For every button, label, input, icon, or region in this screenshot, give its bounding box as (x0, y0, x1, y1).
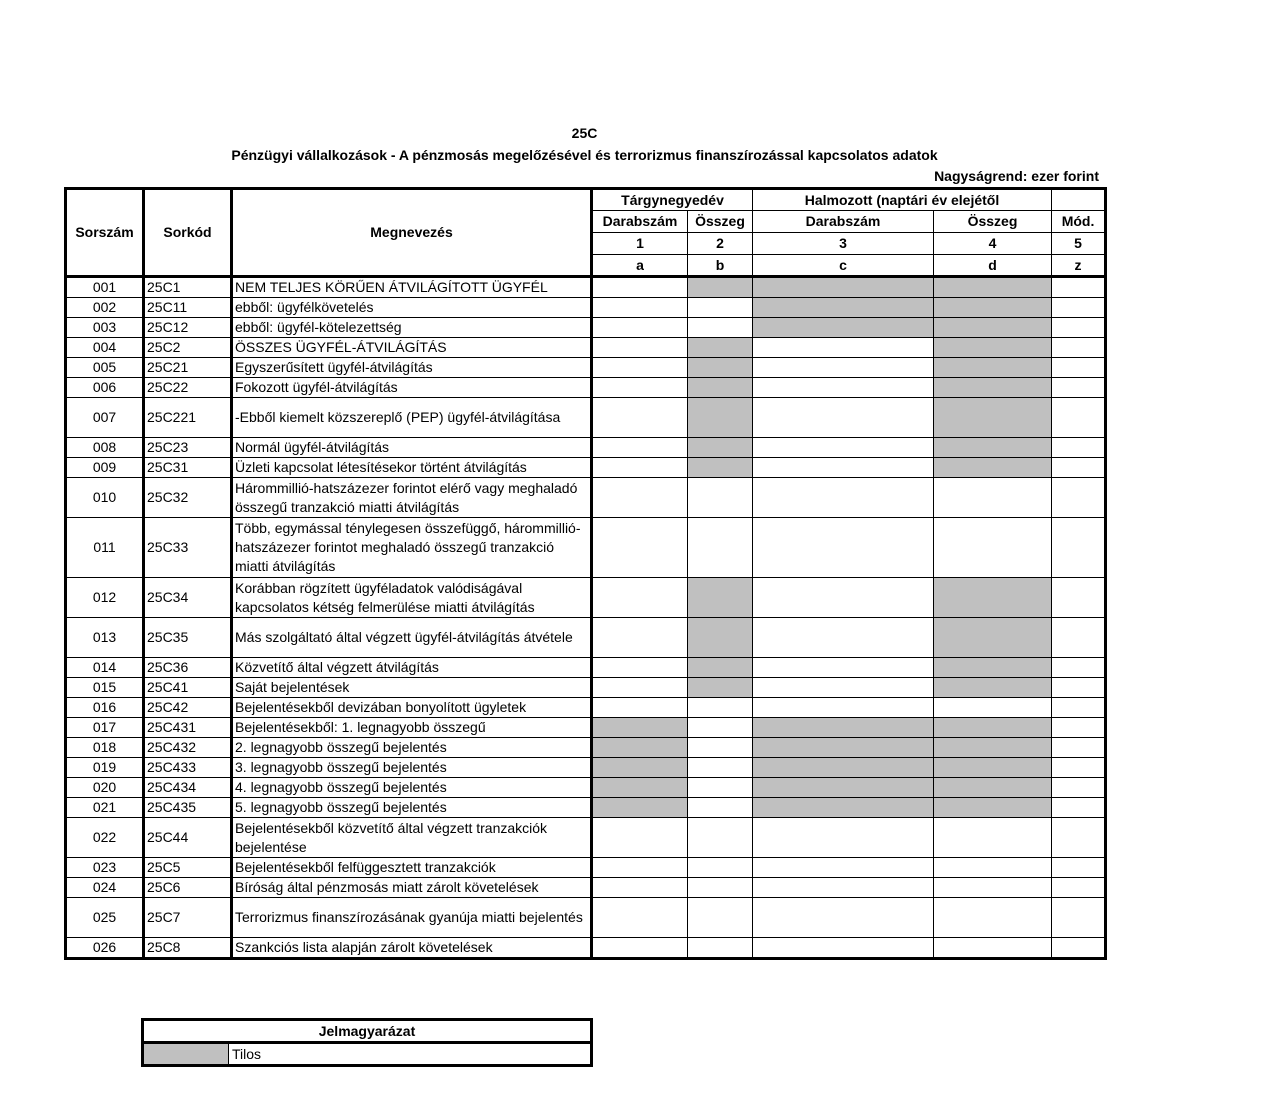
row-megnevezes: Saját bejelentések (232, 678, 592, 698)
row-megnevezes: 2. legnagyobb összegű bejelentés (232, 738, 592, 758)
row-cell-mod[interactable] (1052, 718, 1106, 738)
row-cell-darabszam-2 (753, 718, 934, 738)
header-mod: Mód. (1052, 211, 1106, 233)
row-megnevezes: -Ebből kiemelt közszereplő (PEP) ügyfél-átvilágítása (232, 398, 592, 438)
table-row (66, 698, 1106, 718)
row-sorszam: 014 (66, 658, 144, 678)
row-cell-mod[interactable] (1052, 798, 1106, 818)
row-cell-darabszam-2[interactable] (753, 398, 934, 438)
header-sorkod: Sorkód (144, 189, 232, 277)
header-num-1: 1 (592, 233, 688, 255)
row-cell-darabszam-1[interactable] (592, 518, 688, 578)
row-cell-osszeg-1 (688, 398, 753, 438)
row-cell-osszeg-2 (934, 578, 1052, 618)
row-cell-darabszam-1[interactable] (592, 398, 688, 438)
row-sorkod: 25C8 (144, 938, 232, 959)
row-cell-osszeg-1 (688, 438, 753, 458)
row-cell-mod[interactable] (1052, 658, 1106, 678)
row-cell-darabszam-1[interactable] (592, 277, 688, 298)
row-megnevezes: Bejelentésekből: 1. legnagyobb összegű (232, 718, 592, 738)
row-cell-osszeg-2 (934, 678, 1052, 698)
row-sorszam: 023 (66, 858, 144, 878)
row-cell-darabszam-2[interactable] (753, 358, 934, 378)
header-letter-d: d (934, 255, 1052, 277)
table-row (66, 578, 1106, 618)
row-cell-osszeg-2 (934, 298, 1052, 318)
row-sorkod: 25C32 (144, 478, 232, 518)
row-megnevezes: Fokozott ügyfél-átvilágítás (232, 378, 592, 398)
row-sorkod: 25C435 (144, 798, 232, 818)
row-cell-darabszam-1[interactable] (592, 658, 688, 678)
row-cell-osszeg-1 (688, 338, 753, 358)
row-sorkod: 25C21 (144, 358, 232, 378)
row-cell-osszeg-1[interactable] (688, 798, 753, 818)
row-megnevezes: Korábban rögzített ügyféladatok valódiságával kapcsolatos kétség felmerülése miatti átvilágítás (232, 578, 592, 618)
row-cell-darabszam-2[interactable] (753, 618, 934, 658)
row-cell-darabszam-2 (753, 318, 934, 338)
row-sorszam: 017 (66, 718, 144, 738)
header-osszeg-2: Összeg (934, 211, 1052, 233)
row-cell-darabszam-1[interactable] (592, 698, 688, 718)
row-cell-darabszam-1[interactable] (592, 318, 688, 338)
row-cell-osszeg-1 (688, 658, 753, 678)
row-cell-osszeg-1[interactable] (688, 478, 753, 518)
row-cell-mod[interactable] (1052, 338, 1106, 358)
row-cell-mod[interactable] (1052, 878, 1106, 898)
row-cell-darabszam-2[interactable] (753, 458, 934, 478)
row-sorszam: 016 (66, 698, 144, 718)
row-cell-darabszam-1[interactable] (592, 438, 688, 458)
row-cell-osszeg-2 (934, 438, 1052, 458)
row-sorszam: 011 (66, 518, 144, 578)
row-sorszam: 015 (66, 678, 144, 698)
row-sorszam: 002 (66, 298, 144, 318)
row-cell-osszeg-2 (934, 358, 1052, 378)
row-cell-osszeg-1[interactable] (688, 898, 753, 938)
row-cell-osszeg-1[interactable] (688, 878, 753, 898)
legend-table (141, 1018, 593, 1067)
row-cell-osszeg-2 (934, 398, 1052, 438)
row-cell-darabszam-1[interactable] (592, 678, 688, 698)
header-num-5: 5 (1052, 233, 1106, 255)
header-letter-c: c (753, 255, 934, 277)
row-cell-mod[interactable] (1052, 298, 1106, 318)
row-cell-darabszam-1 (592, 758, 688, 778)
row-sorkod: 25C7 (144, 898, 232, 938)
row-cell-darabszam-2 (753, 298, 934, 318)
row-cell-osszeg-2[interactable] (934, 698, 1052, 718)
legend-swatch (143, 1043, 229, 1066)
row-cell-osszeg-2 (934, 338, 1052, 358)
table-row (66, 378, 1106, 398)
row-cell-darabszam-2[interactable] (753, 858, 934, 878)
header-osszeg-1: Összeg (688, 211, 753, 233)
row-cell-mod[interactable] (1052, 277, 1106, 298)
row-sorkod: 25C1 (144, 277, 232, 298)
row-sorszam: 024 (66, 878, 144, 898)
row-sorkod: 25C44 (144, 818, 232, 858)
row-megnevezes: Bejelentésekből közvetítő által végzett tranzakciók bejelentése (232, 818, 592, 858)
row-megnevezes: Bejelentésekből devizában bonyolított ügyletek (232, 698, 592, 718)
row-cell-darabszam-1 (592, 718, 688, 738)
row-cell-darabszam-1[interactable] (592, 458, 688, 478)
row-sorszam: 022 (66, 818, 144, 858)
row-cell-mod[interactable] (1052, 858, 1106, 878)
header-num-4: 4 (934, 233, 1052, 255)
row-cell-osszeg-1[interactable] (688, 778, 753, 798)
row-cell-darabszam-2 (753, 798, 934, 818)
row-cell-darabszam-1[interactable] (592, 818, 688, 858)
row-cell-osszeg-2 (934, 718, 1052, 738)
row-cell-osszeg-2 (934, 378, 1052, 398)
row-sorkod: 25C434 (144, 778, 232, 798)
row-cell-mod[interactable] (1052, 358, 1106, 378)
row-cell-osszeg-1[interactable] (688, 718, 753, 738)
row-sorkod: 25C35 (144, 618, 232, 658)
row-cell-darabszam-2[interactable] (753, 678, 934, 698)
row-megnevezes: Közvetítő által végzett átvilágítás (232, 658, 592, 678)
row-megnevezes: 3. legnagyobb összegű bejelentés (232, 758, 592, 778)
row-cell-darabszam-2 (753, 758, 934, 778)
row-megnevezes: ebből: ügyfélkövetelés (232, 298, 592, 318)
table-row (66, 518, 1106, 578)
table-row (66, 478, 1106, 518)
table-row (66, 318, 1106, 338)
row-megnevezes: NEM TELJES KÖRŰEN ÁTVILÁGÍTOTT ÜGYFÉL (232, 277, 592, 298)
row-cell-darabszam-2 (753, 277, 934, 298)
row-cell-darabszam-1[interactable] (592, 938, 688, 959)
row-megnevezes: Több, egymással ténylegesen összefüggő, hárommillió-hatszázezer forintot meghaladó összegű tranzakció miatti átvilágítás (232, 518, 592, 578)
row-megnevezes: 4. legnagyobb összegű bejelentés (232, 778, 592, 798)
row-cell-darabszam-1[interactable] (592, 578, 688, 618)
row-cell-mod[interactable] (1052, 398, 1106, 438)
row-sorkod: 25C433 (144, 758, 232, 778)
row-cell-darabszam-2[interactable] (753, 898, 934, 938)
row-cell-osszeg-2[interactable] (934, 898, 1052, 938)
row-sorkod: 25C12 (144, 318, 232, 338)
table-row (66, 758, 1106, 778)
row-cell-osszeg-1 (688, 358, 753, 378)
row-cell-osszeg-1[interactable] (688, 698, 753, 718)
header-letter-b: b (688, 255, 753, 277)
row-megnevezes: Terrorizmus finanszírozásának gyanúja miatti bejelentés (232, 898, 592, 938)
table-row (66, 678, 1106, 698)
row-cell-osszeg-2 (934, 318, 1052, 338)
row-sorszam: 013 (66, 618, 144, 658)
row-sorszam: 026 (66, 938, 144, 959)
header-halmozott: Halmozott (naptári év elejétől (753, 189, 1052, 211)
row-cell-osszeg-2[interactable] (934, 478, 1052, 518)
row-cell-mod[interactable] (1052, 318, 1106, 338)
row-sorkod: 25C23 (144, 438, 232, 458)
header-letter-a: a (592, 255, 688, 277)
row-cell-mod[interactable] (1052, 698, 1106, 718)
row-cell-osszeg-2 (934, 778, 1052, 798)
row-cell-darabszam-1[interactable] (592, 358, 688, 378)
row-cell-darabszam-2[interactable] (753, 818, 934, 858)
row-cell-osszeg-1 (688, 378, 753, 398)
row-sorszam: 018 (66, 738, 144, 758)
form-code: 25C (571, 125, 598, 141)
row-cell-mod[interactable] (1052, 758, 1106, 778)
header-num-3: 3 (753, 233, 934, 255)
header-num-2: 2 (688, 233, 753, 255)
row-cell-darabszam-1[interactable] (592, 338, 688, 358)
row-cell-osszeg-2[interactable] (934, 518, 1052, 578)
row-sorkod: 25C33 (144, 518, 232, 578)
header-letter-z: z (1052, 255, 1106, 277)
row-cell-darabszam-1 (592, 778, 688, 798)
row-sorszam: 008 (66, 438, 144, 458)
row-megnevezes: Bejelentésekből felfüggesztett tranzakciók (232, 858, 592, 878)
row-cell-darabszam-1[interactable] (592, 858, 688, 878)
row-cell-darabszam-1[interactable] (592, 618, 688, 658)
row-sorkod: 25C221 (144, 398, 232, 438)
table-row (66, 618, 1106, 658)
table-row (66, 818, 1106, 858)
table-row (66, 718, 1106, 738)
row-sorszam: 010 (66, 478, 144, 518)
row-cell-osszeg-2[interactable] (934, 818, 1052, 858)
form-title: Pénzügyi vállalkozások - A pénzmosás megelőzésével és terrorizmus finanszírozással kapcsolatos adatok (231, 147, 938, 163)
row-cell-osszeg-1 (688, 678, 753, 698)
row-cell-darabszam-2[interactable] (753, 338, 934, 358)
header-darabszam-1: Darabszám (592, 211, 688, 233)
row-cell-mod[interactable] (1052, 578, 1106, 618)
row-cell-mod[interactable] (1052, 818, 1106, 858)
row-megnevezes: Normál ügyfél-átvilágítás (232, 438, 592, 458)
row-cell-darabszam-2 (753, 738, 934, 758)
row-cell-osszeg-1[interactable] (688, 938, 753, 959)
row-sorszam: 019 (66, 758, 144, 778)
row-sorkod: 25C41 (144, 678, 232, 698)
row-cell-mod[interactable] (1052, 738, 1106, 758)
row-cell-osszeg-2[interactable] (934, 878, 1052, 898)
table-body (66, 277, 1106, 959)
row-megnevezes: Szankciós lista alapján zárolt követelések (232, 938, 592, 959)
row-cell-mod[interactable] (1052, 618, 1106, 658)
row-cell-osszeg-2 (934, 658, 1052, 678)
row-cell-darabszam-2[interactable] (753, 478, 934, 518)
row-cell-osszeg-1[interactable] (688, 818, 753, 858)
table-row (66, 458, 1106, 478)
row-sorkod: 25C11 (144, 298, 232, 318)
row-cell-darabszam-2[interactable] (753, 658, 934, 678)
row-sorszam: 005 (66, 358, 144, 378)
row-megnevezes: 5. legnagyobb összegű bejelentés (232, 798, 592, 818)
row-megnevezes: Üzleti kapcsolat létesítésekor történt átvilágítás (232, 458, 592, 478)
row-cell-mod[interactable] (1052, 478, 1106, 518)
row-cell-darabszam-2 (753, 778, 934, 798)
row-sorszam: 020 (66, 778, 144, 798)
table-row (66, 898, 1106, 938)
row-cell-darabszam-2[interactable] (753, 378, 934, 398)
row-cell-darabszam-2[interactable] (753, 938, 934, 959)
row-cell-osszeg-1[interactable] (688, 298, 753, 318)
table-row (66, 778, 1106, 798)
row-cell-osszeg-2 (934, 277, 1052, 298)
row-cell-mod[interactable] (1052, 458, 1106, 478)
row-cell-osszeg-1[interactable] (688, 858, 753, 878)
row-sorkod: 25C5 (144, 858, 232, 878)
row-sorkod: 25C2 (144, 338, 232, 358)
row-cell-darabszam-2[interactable] (753, 878, 934, 898)
row-cell-mod[interactable] (1052, 378, 1106, 398)
row-sorszam: 009 (66, 458, 144, 478)
header-targynegyedev: Tárgynegyedév (592, 189, 753, 211)
row-sorkod: 25C42 (144, 698, 232, 718)
row-sorszam: 025 (66, 898, 144, 938)
table-row (66, 398, 1106, 438)
row-cell-osszeg-1[interactable] (688, 518, 753, 578)
row-cell-darabszam-1 (592, 798, 688, 818)
table-row (66, 858, 1106, 878)
header-empty (1052, 189, 1106, 211)
header-darabszam-2: Darabszám (753, 211, 934, 233)
row-cell-osszeg-2 (934, 738, 1052, 758)
row-cell-darabszam-2[interactable] (753, 518, 934, 578)
row-cell-mod[interactable] (1052, 898, 1106, 938)
row-sorszam: 012 (66, 578, 144, 618)
table-row (66, 738, 1106, 758)
row-cell-mod[interactable] (1052, 438, 1106, 458)
header-sorszam: Sorszám (66, 189, 144, 277)
row-cell-osszeg-2 (934, 458, 1052, 478)
table-row (66, 878, 1106, 898)
row-cell-osszeg-2 (934, 758, 1052, 778)
row-sorkod: 25C6 (144, 878, 232, 898)
row-sorszam: 004 (66, 338, 144, 358)
row-cell-osszeg-1 (688, 618, 753, 658)
legend-item-label: Tilos (229, 1043, 592, 1066)
row-cell-osszeg-2[interactable] (934, 858, 1052, 878)
row-cell-osszeg-1 (688, 578, 753, 618)
row-megnevezes: ebből: ügyfél-kötelezettség (232, 318, 592, 338)
row-sorszam: 003 (66, 318, 144, 338)
table-row (66, 277, 1106, 298)
row-megnevezes: Egyszerűsített ügyfél-átvilágítás (232, 358, 592, 378)
row-cell-darabszam-1 (592, 738, 688, 758)
table-row (66, 938, 1106, 959)
row-sorkod: 25C22 (144, 378, 232, 398)
header-megnevezes: Megnevezés (232, 189, 592, 277)
row-megnevezes: Más szolgáltató által végzett ügyfél-átvilágítás átvétele (232, 618, 592, 658)
row-sorkod: 25C431 (144, 718, 232, 738)
row-cell-osszeg-2 (934, 618, 1052, 658)
row-cell-mod[interactable] (1052, 518, 1106, 578)
row-cell-osszeg-2[interactable] (934, 938, 1052, 959)
row-cell-mod[interactable] (1052, 678, 1106, 698)
row-sorszam: 007 (66, 398, 144, 438)
row-cell-darabszam-1[interactable] (592, 378, 688, 398)
table-row (66, 358, 1106, 378)
row-sorkod: 25C36 (144, 658, 232, 678)
table-row (66, 438, 1106, 458)
row-cell-osszeg-1 (688, 458, 753, 478)
row-cell-darabszam-1[interactable] (592, 298, 688, 318)
row-cell-darabszam-1[interactable] (592, 898, 688, 938)
row-cell-osszeg-1 (688, 277, 753, 298)
table-row (66, 338, 1106, 358)
row-cell-osszeg-2 (934, 798, 1052, 818)
row-cell-mod[interactable] (1052, 938, 1106, 959)
row-cell-darabszam-1[interactable] (592, 478, 688, 518)
table-row (66, 798, 1106, 818)
row-cell-darabszam-2[interactable] (753, 578, 934, 618)
data-table (64, 187, 1107, 960)
table-row (66, 658, 1106, 678)
row-cell-osszeg-1[interactable] (688, 318, 753, 338)
row-cell-osszeg-1[interactable] (688, 738, 753, 758)
row-sorkod: 25C31 (144, 458, 232, 478)
unit-label: Nagyságrend: ezer forint (934, 168, 1099, 184)
row-cell-mod[interactable] (1052, 778, 1106, 798)
row-cell-osszeg-1[interactable] (688, 758, 753, 778)
row-megnevezes: Bíróság által pénzmosás miatt zárolt követelések (232, 878, 592, 898)
row-sorszam: 021 (66, 798, 144, 818)
legend-title: Jelmagyarázat (143, 1020, 592, 1043)
row-cell-darabszam-2[interactable] (753, 438, 934, 458)
row-cell-darabszam-1[interactable] (592, 878, 688, 898)
row-sorkod: 25C34 (144, 578, 232, 618)
row-cell-darabszam-2[interactable] (753, 698, 934, 718)
row-sorszam: 001 (66, 277, 144, 298)
row-megnevezes: ÖSSZES ÜGYFÉL-ÁTVILÁGÍTÁS (232, 338, 592, 358)
row-sorszam: 006 (66, 378, 144, 398)
row-sorkod: 25C432 (144, 738, 232, 758)
table-row (66, 298, 1106, 318)
row-megnevezes: Hárommillió-hatszázezer forintot elérő vagy meghaladó összegű tranzakció miatti átvilágítás (232, 478, 592, 518)
